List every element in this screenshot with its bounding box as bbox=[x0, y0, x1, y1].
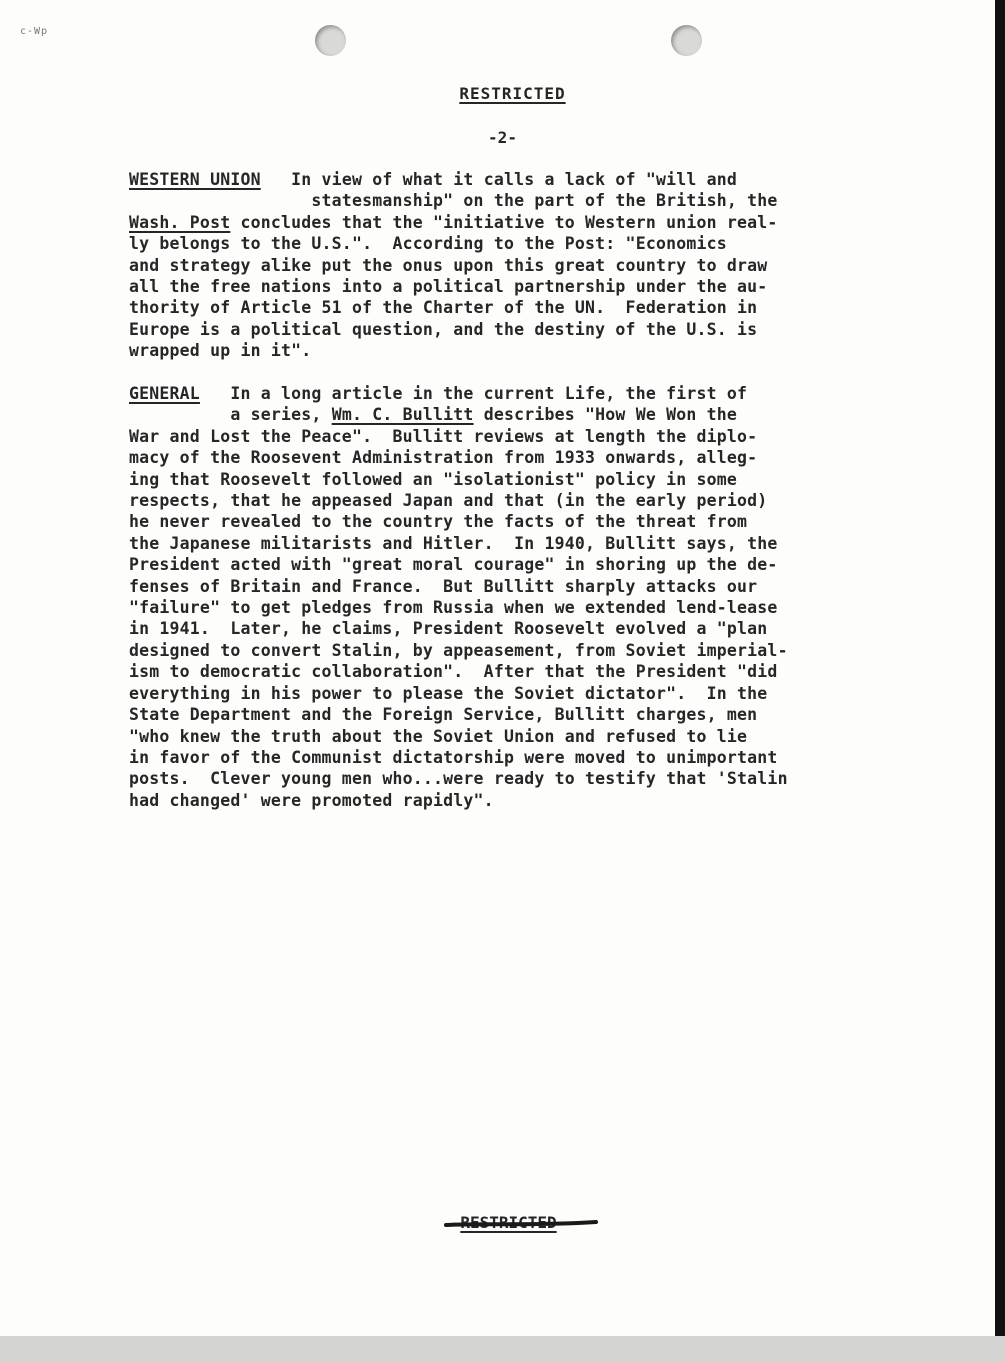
footer-classification bbox=[0, 1213, 1005, 1232]
paragraph-line: State Department and the Foreign Service, Bullitt charges, men bbox=[129, 705, 758, 725]
section-heading-western-union: WESTERN UNION bbox=[129, 170, 261, 189]
paragraph-line: respects, that he appeased Japan and that (in the early period) bbox=[129, 491, 768, 511]
paragraph-line: ly belongs to the U.S.". According to the Post: "Economics bbox=[129, 234, 727, 254]
author-name: Wm. C. Bullitt bbox=[331, 405, 474, 425]
paragraph-line: In a long article in the current Life, the first of bbox=[199, 384, 748, 403]
paragraph-line: concludes that the "initiative to Western union real- bbox=[230, 212, 778, 232]
paragraph-line: "who knew the truth about the Soviet Union and refused to lie bbox=[129, 726, 748, 746]
paragraph-line: in favor of the Communist dictatorship were moved to unimportant bbox=[129, 747, 778, 767]
paragraph-line: Europe is a political question, and the destiny of the U.S. is bbox=[129, 319, 758, 339]
punch-hole-icon bbox=[315, 25, 346, 56]
header-classification-text: RESTRICTED bbox=[459, 84, 566, 103]
general-paragraph bbox=[129, 383, 949, 811]
paragraph-line: he never revealed to the country the facts of the threat from bbox=[129, 512, 748, 532]
paragraph-line: thority of Article 51 of the Charter of the UN. Federation in bbox=[129, 298, 758, 318]
corner-note: c-Wp bbox=[20, 26, 49, 37]
paragraph-line: "failure" to get pledges from Russia when we extended lend-lease bbox=[129, 598, 778, 618]
source-name: Wash. Post bbox=[129, 212, 231, 232]
paragraph-line: ing that Roosevelt followed an "isolationist" policy in some bbox=[129, 469, 738, 489]
paragraph-line: in 1941. Later, he claims, President Roosevelt evolved a "plan bbox=[129, 619, 768, 639]
header-classification bbox=[0, 84, 1005, 103]
paragraph-line: describes "How We Won the bbox=[473, 405, 738, 425]
paragraph-line: designed to convert Stalin, by appeasement, from Soviet imperial- bbox=[129, 640, 788, 660]
footer-classification-wrap bbox=[448, 1213, 556, 1232]
paragraph-line: statesmanship" on the part of the British, the bbox=[129, 191, 778, 211]
paragraph-line: all the free nations into a political partnership under the au- bbox=[129, 277, 768, 297]
scan-bottom-edge bbox=[0, 1336, 1005, 1362]
paragraph-line: President acted with "great moral courage" in shoring up the de- bbox=[129, 555, 778, 575]
punch-hole-icon bbox=[671, 25, 702, 56]
paragraph-line: wrapped up in it". bbox=[129, 341, 312, 361]
paragraph-line: and strategy alike put the onus upon this great country to draw bbox=[129, 255, 768, 275]
footer-classification-text: RESTRICTED bbox=[460, 1213, 557, 1232]
page-number: -2- bbox=[488, 128, 517, 147]
paragraph-line: the Japanese militarists and Hitler. In 1940, Bullitt says, the bbox=[129, 533, 778, 553]
paragraph-line: In view of what it calls a lack of "will and bbox=[260, 170, 738, 189]
paragraph-line: had changed' were promoted rapidly". bbox=[129, 790, 494, 810]
paragraph-line: everything in his power to please the Soviet dictator". In the bbox=[129, 683, 768, 703]
paragraph-line: ism to democratic collaboration". After that the President "did bbox=[129, 662, 778, 682]
paragraph-line: a series, bbox=[129, 405, 332, 425]
paragraph-line: macy of the Roosevent Administration from 1933 onwards, alleg- bbox=[129, 448, 758, 468]
paragraph-line: fenses of Britain and France. But Bullitt sharply attacks our bbox=[129, 576, 758, 596]
western-union-paragraph bbox=[129, 169, 949, 362]
paragraph-line: War and Lost the Peace". Bullitt reviews at length the diplo- bbox=[129, 426, 758, 446]
section-heading-general: GENERAL bbox=[129, 384, 200, 403]
paragraph-line: posts. Clever young men who...were ready to testify that 'Stalin bbox=[129, 769, 788, 789]
scan-edge bbox=[995, 0, 1005, 1362]
